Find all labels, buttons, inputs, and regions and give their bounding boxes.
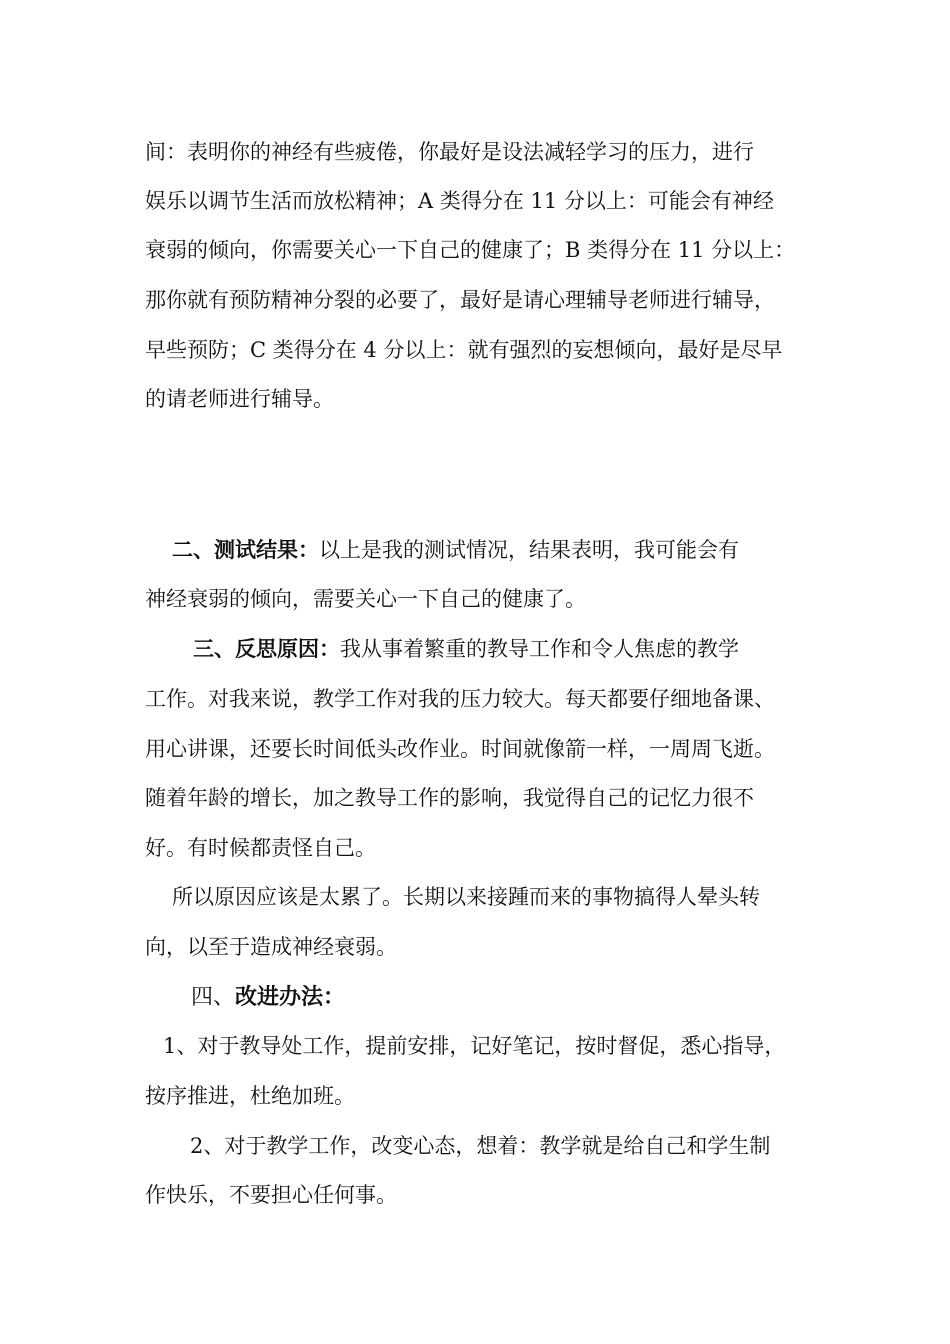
section-heading: 二、测试结果： [172, 537, 319, 562]
text-line: 作快乐，不要担心任何事。 [145, 1183, 397, 1207]
text-line: 工作。对我来说，教学工作对我的压力较大。每天都要仔细地备课、 [145, 687, 775, 711]
text-line: 早些预防；C 类得分在 4 分以上：就有强烈的妄想倾向，最好是尽早 [145, 338, 783, 362]
section-heading: 三、反思原因： [193, 636, 340, 661]
text-line: 那你就有预防精神分裂的必要了，最好是请心理辅导老师进行辅导， [145, 288, 775, 312]
list-item: 1、对于教导处工作，提前安排，记好笔记，按时督促，悉心指导， [163, 1034, 786, 1058]
section-text: 以上是我的测试情况，结果表明，我可能会有 [319, 538, 739, 562]
text-line: 好。有时候都责怪自己。 [145, 836, 376, 860]
heading-number: 四、 [191, 985, 236, 1010]
text-line: 衰弱的倾向，你需要关心一下自己的健康了；B 类得分在 11 分以上： [145, 238, 796, 262]
text-line: 神经衰弱的倾向，需要关心一下自己的健康了。 [145, 587, 586, 611]
text-line: 的请老师进行辅导。 [145, 387, 334, 411]
text-line: 按序推进，杜绝加班。 [145, 1084, 355, 1108]
text-line: 向，以至于造成神经衰弱。 [145, 935, 397, 959]
text-line: 间：表明你的神经有些疲倦，你最好是设法减轻学习的压力，进行 [145, 140, 754, 164]
text-line: 娱乐以调节生活而放松精神；A 类得分在 11 分以上：可能会有神经 [145, 189, 774, 213]
text-line: 用心讲课，还要长时间低头改作业。时间就像箭一样，一周周飞逝。 [145, 737, 775, 761]
section-text: 我从事着繁重的教导工作和令人焦虑的教学 [340, 637, 739, 661]
text-line: 所以原因应该是太累了。长期以来接踵而来的事物搞得人晕头转 [172, 885, 760, 909]
list-item: 2、对于教学工作，改变心态，想着：教学就是给自己和学生制 [190, 1134, 771, 1158]
text-line [193, 634, 739, 664]
heading-text: 改进办法： [235, 984, 346, 1010]
section-heading [191, 982, 345, 1013]
text-line [172, 535, 739, 565]
text-line: 随着年龄的增长，加之教导工作的影响，我觉得自己的记忆力很不 [145, 786, 754, 810]
